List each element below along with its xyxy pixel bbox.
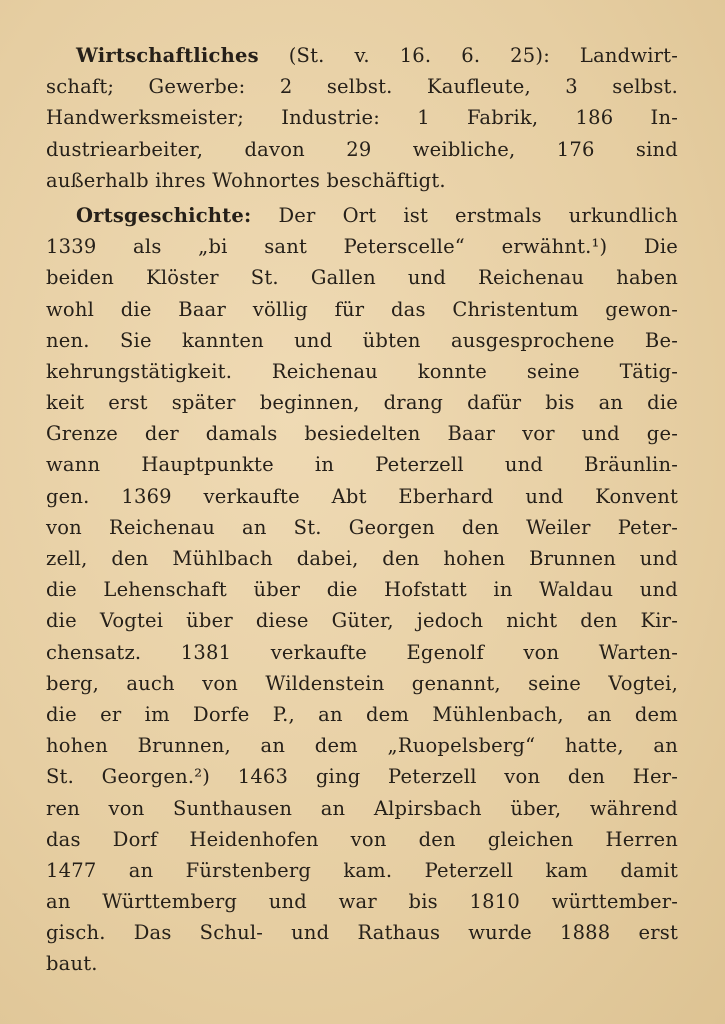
text-line: Handwerksmeister; Industrie: 1 Fabrik, 186 In- (46, 106, 678, 130)
text-line: von Reichenau an St. Georgen den Weiler Peter- (46, 515, 678, 539)
text-line: ren von Sunthausen an Alpirsbach über, während (46, 796, 678, 820)
text-line: hohen Brunnen, an dem „Ruopelsberg“ hatte, an (46, 734, 678, 758)
paragraph-wirtschaftliches (46, 40, 678, 196)
text-line: nen. Sie kannten und übten ausgesprochene Be- (46, 328, 678, 352)
text-line: die Vogtei über diese Güter, jedoch nicht den Kir- (46, 609, 678, 633)
text-line: gisch. Das Schul- und Rathaus wurde 1888 erst (46, 921, 678, 945)
text-line: keit erst später beginnen, drang dafür bis an die (46, 391, 678, 415)
text-line: wohl die Baar völlig für das Christentum gewon- (46, 297, 678, 321)
text-line: gen. 1369 verkaufte Abt Eberhard und Konvent (46, 484, 678, 508)
section-heading: Ortsgeschichte: (76, 203, 252, 227)
text-line: die Lehenschaft über die Hofstatt in Waldau und (46, 578, 678, 602)
text-line: an Württemberg und war bis 1810 württember- (46, 890, 678, 914)
text-line: 1477 an Fürstenberg kam. Peterzell kam damit (46, 858, 678, 882)
text-line: Grenze der damals besiedelten Baar vor und ge- (46, 422, 678, 446)
text-line: berg, auch von Wildenstein genannt, seine Vogtei, (46, 671, 678, 695)
text-line: baut. (46, 952, 98, 976)
paragraph-ortsgeschichte (46, 200, 678, 980)
text-line: beiden Klöster St. Gallen und Reichenau haben (46, 266, 678, 290)
text-line: Ortsgeschichte: Der Ort ist erstmals urkundlich (76, 203, 679, 227)
text-line: außerhalb ihres Wohnortes beschäftigt. (46, 168, 446, 192)
section-heading: Wirtschaftliches (76, 44, 259, 67)
text-line: chensatz. 1381 verkaufte Egenolf von Warten- (46, 640, 678, 664)
text-line: dustriearbeiter, davon 29 weibliche, 176 sind (46, 137, 678, 161)
text-line: St. Georgen.²) 1463 ging Peterzell von den Her- (46, 765, 678, 789)
text-line: wann Hauptpunkte in Peterzell und Bräunlin- (46, 453, 678, 477)
text-line: schaft; Gewerbe: 2 selbst. Kaufleute, 3 selbst. (46, 75, 678, 99)
text-line: zell, den Mühlbach dabei, den hohen Brunnen und (46, 547, 678, 570)
text-line: das Dorf Heidenhofen von den gleichen Herren (46, 827, 678, 851)
text-line: 1339 als „bi sant Peterscelle“ erwähnt.¹) Die (46, 235, 678, 259)
text-line: Wirtschaftliches (St. v. 16. 6. 25): Landwirt- (76, 44, 679, 67)
article-text (46, 40, 678, 984)
text-line: kehrungstätigkeit. Reichenau konnte seine Tätig- (46, 359, 678, 383)
text-line: die er im Dorfe P., an dem Mühlenbach, an dem (46, 702, 678, 726)
